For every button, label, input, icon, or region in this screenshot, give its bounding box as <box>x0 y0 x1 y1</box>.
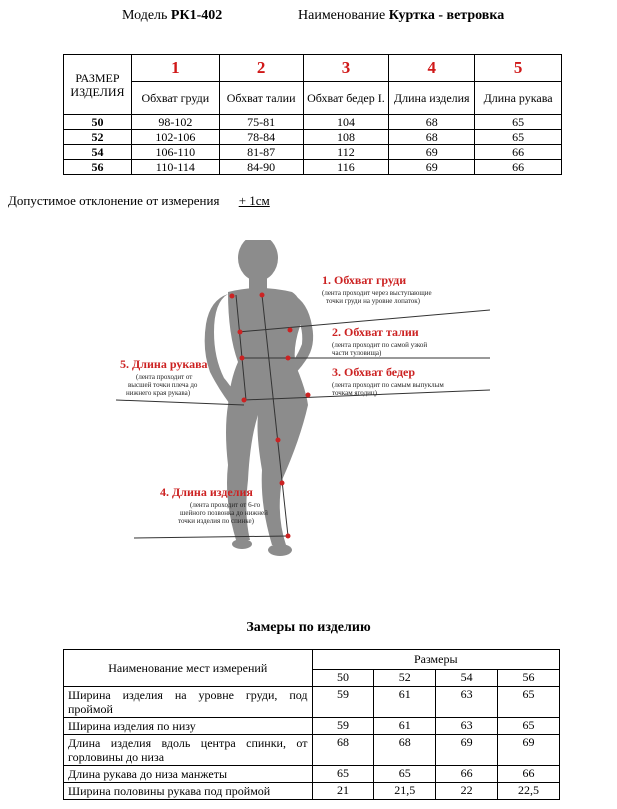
size-cell: 50 <box>64 115 132 130</box>
table-cell: 69 <box>436 735 498 766</box>
label-note: (лента проходит от 6-го <box>190 501 261 509</box>
tolerance-note <box>8 193 270 209</box>
label-waist <box>332 325 427 357</box>
label-note: шейного позвонка до нижней <box>180 509 268 517</box>
table-cell: 65 <box>475 115 562 130</box>
table-row <box>64 718 560 735</box>
model-value: РК1-402 <box>170 8 223 23</box>
label-note: (лента проходит через выступающие <box>322 289 432 297</box>
label-title: 4. Длина изделия <box>160 485 253 499</box>
column-label: Обхват груди <box>131 82 219 115</box>
measurements-table <box>63 649 560 800</box>
table-cell: 61 <box>374 718 436 735</box>
column-label: Обхват талии <box>219 82 303 115</box>
table-cell: 21,5 <box>374 783 436 800</box>
table-cell: 78-84 <box>219 130 303 145</box>
label-title: 5. Длина рукава <box>120 357 208 371</box>
table-cell: 65 <box>498 687 560 718</box>
table-cell: 69 <box>389 160 475 175</box>
label-note: (лента проходит от <box>136 373 193 381</box>
measurement-name: Длина изделия вдоль центра спинки, от горловины до низа <box>64 735 313 766</box>
size-table-label-row <box>64 82 562 115</box>
table-cell: 22,5 <box>498 783 560 800</box>
size-header-cell: 54 <box>436 669 498 686</box>
label-note: точкам ягодиц) <box>332 389 377 397</box>
table-cell: 69 <box>389 145 475 160</box>
table-cell: 66 <box>475 145 562 160</box>
table-cell: 65 <box>312 766 374 783</box>
table-cell: 106-110 <box>131 145 219 160</box>
size-cell: 54 <box>64 145 132 160</box>
model-line <box>122 8 222 24</box>
measurement-name: Длина рукава до низа манжеты <box>64 766 313 783</box>
measurement-name: Ширина половины рукава под проймой <box>64 783 313 800</box>
label-note: высшей точки плеча до <box>128 381 198 389</box>
measurements-sizes-header: Размеры <box>312 650 559 670</box>
table-cell: 65 <box>374 766 436 783</box>
size-table-corner: РАЗМЕР ИЗДЕЛИЯ <box>64 55 132 115</box>
table-row <box>64 115 562 130</box>
table-cell: 84-90 <box>219 160 303 175</box>
table-cell: 59 <box>312 718 374 735</box>
label-length <box>160 485 268 525</box>
table-cell: 81-87 <box>219 145 303 160</box>
table-cell: 68 <box>389 130 475 145</box>
tolerance-value: + 1см <box>238 193 270 208</box>
label-note: нижнего края рукава) <box>126 389 191 397</box>
size-table <box>63 54 562 175</box>
measurements-header-row <box>64 650 560 670</box>
label-note: части туловища) <box>332 349 382 357</box>
measurements-name-header: Наименование мест измерений <box>64 650 313 687</box>
table-cell: 66 <box>436 766 498 783</box>
size-cell: 52 <box>64 130 132 145</box>
table-cell: 59 <box>312 687 374 718</box>
table-row <box>64 783 560 800</box>
table-cell: 104 <box>303 115 389 130</box>
measurements-title: Замеры по изделию <box>246 620 371 635</box>
table-cell: 21 <box>312 783 374 800</box>
label-sleeve <box>120 357 208 397</box>
measurement-name: Ширина изделия по низу <box>64 718 313 735</box>
table-cell: 108 <box>303 130 389 145</box>
table-cell: 65 <box>475 130 562 145</box>
column-number: 4 <box>389 55 475 82</box>
table-cell: 63 <box>436 687 498 718</box>
table-cell: 75-81 <box>219 115 303 130</box>
model-label: Модель <box>122 8 168 23</box>
column-label: Длина изделия <box>389 82 475 115</box>
table-cell: 65 <box>498 718 560 735</box>
product-name-line <box>298 8 504 24</box>
table-row <box>64 160 562 175</box>
table-cell: 68 <box>374 735 436 766</box>
table-row <box>64 145 562 160</box>
label-note: точки груди на уровне лопаток) <box>326 297 420 305</box>
table-cell: 61 <box>374 687 436 718</box>
measurement-figure <box>110 240 490 575</box>
table-cell: 116 <box>303 160 389 175</box>
label-title: 1. Обхват груди <box>322 273 407 287</box>
table-cell: 68 <box>312 735 374 766</box>
size-header-cell: 52 <box>374 669 436 686</box>
column-number: 5 <box>475 55 562 82</box>
size-header-cell: 56 <box>498 669 560 686</box>
label-title: 3. Обхват бедер <box>332 365 416 379</box>
table-cell: 110-114 <box>131 160 219 175</box>
product-name-value: Куртка - ветровка <box>388 8 505 23</box>
table-cell: 69 <box>498 735 560 766</box>
label-note: (лента проходит по самой узкой <box>332 341 428 349</box>
label-chest <box>322 273 432 305</box>
column-number: 1 <box>131 55 219 82</box>
table-cell: 112 <box>303 145 389 160</box>
table-row <box>64 735 560 766</box>
size-table-number-row <box>64 55 562 82</box>
table-cell: 66 <box>498 766 560 783</box>
label-note: точки изделия по спинке) <box>178 517 254 525</box>
label-title: 2. Обхват талии <box>332 325 419 339</box>
table-cell: 63 <box>436 718 498 735</box>
column-number: 2 <box>219 55 303 82</box>
size-header-cell: 50 <box>312 669 374 686</box>
table-cell: 68 <box>389 115 475 130</box>
table-cell: 22 <box>436 783 498 800</box>
product-name-label: Наименование <box>298 8 386 23</box>
column-label: Обхват бедер I. <box>303 82 389 115</box>
table-cell: 98-102 <box>131 115 219 130</box>
column-number: 3 <box>303 55 389 82</box>
measurement-name: Ширина изделия на уровне груди, под проймой <box>64 687 313 718</box>
table-cell: 66 <box>475 160 562 175</box>
table-cell: 102-106 <box>131 130 219 145</box>
label-note: (лента проходит по самым выпуклым <box>332 381 444 389</box>
column-label: Длина рукава <box>475 82 562 115</box>
table-row <box>64 766 560 783</box>
tolerance-text: Допустимое отклонение от измерения <box>8 193 220 208</box>
size-cell: 56 <box>64 160 132 175</box>
table-row <box>64 687 560 718</box>
table-row <box>64 130 562 145</box>
